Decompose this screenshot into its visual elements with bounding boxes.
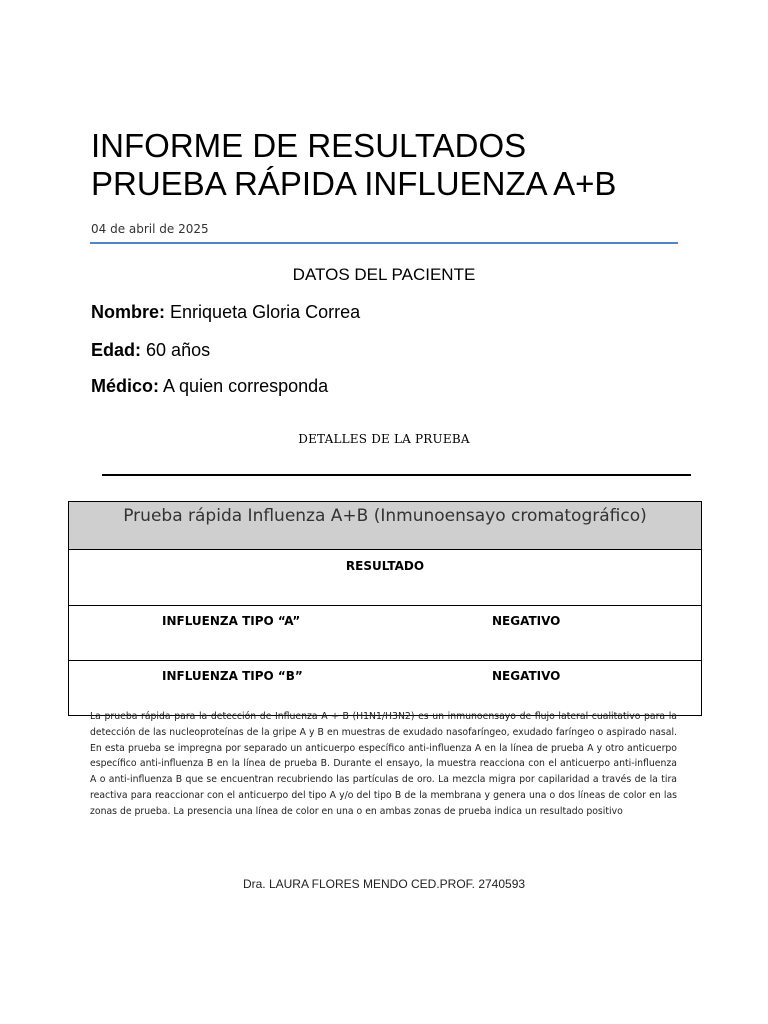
report-date: 04 de abril de 2025 <box>91 222 209 236</box>
patient-doctor-field <box>91 376 328 397</box>
results-table-title: Prueba rápida Influenza A+B (Inmunoensayo cromatográfico) <box>69 502 702 550</box>
patient-name-label: Nombre: <box>91 302 166 322</box>
test-result-influenza-b: NEGATIVO <box>492 669 561 683</box>
doctor-signature: Dra. LAURA FLORES MENDO CED.PROF. 2740593 <box>242 877 526 891</box>
patient-age-value: 60 años <box>146 340 211 360</box>
table-row <box>69 661 702 716</box>
report-title-line-1: INFORME DE RESULTADOS <box>91 127 527 164</box>
test-description: La prueba rápida para la detección de Influenza A + B (H1N1/H3N2) es un inmunoensayo de flujo lateral cualitativo para la detección de las nucleoproteínas de la gripe A y B en muestras de exudado nasofaríngeo, exudado faríngeo o aspirado nasal. En esta prueba se impregna por separado un anticuerpo específico anti-influenza A en la línea de prueba A y otro anticuerpo específico anti-influenza B en la línea de prueba B. Durante el ensayo, la muestra reacciona con el anticuerpo anti-influenza A o anti-influenza B que se encuentran recubriendo las partículas de oro. La mezcla migra por capilaridad a través de la tira reactiva para reaccionar con el anticuerpo del tipo A y/o del tipo B de la membrana y genera una o dos líneas de color en las zonas de prueba. La presencia una línea de color en una o en ambas zonas de prueba indica un resultado positivo <box>90 711 677 817</box>
results-table-header: RESULTADO <box>69 550 702 606</box>
details-divider <box>102 474 691 476</box>
test-name-influenza-b: INFLUENZA TIPO “B” <box>162 669 303 683</box>
patient-name-value: Enriqueta Gloria Correa <box>170 302 361 322</box>
patient-doctor-label: Médico: <box>91 376 160 396</box>
patient-doctor-value: A quien corresponda <box>163 376 329 396</box>
patient-name-field <box>91 302 360 323</box>
report-title-line-2: PRUEBA RÁPIDA INFLUENZA A+B <box>91 165 617 202</box>
patient-age-field <box>91 340 210 361</box>
test-result-influenza-a: NEGATIVO <box>492 614 561 628</box>
test-name-influenza-a: INFLUENZA TIPO “A” <box>162 614 301 628</box>
details-section-heading: DETALLES DE LA PRUEBA <box>298 432 470 446</box>
patient-section-heading: DATOS DEL PACIENTE <box>292 265 476 284</box>
patient-age-label: Edad: <box>91 340 142 360</box>
table-row <box>69 606 702 661</box>
title-divider <box>90 242 678 244</box>
results-table <box>68 501 702 716</box>
report-title <box>91 127 691 203</box>
